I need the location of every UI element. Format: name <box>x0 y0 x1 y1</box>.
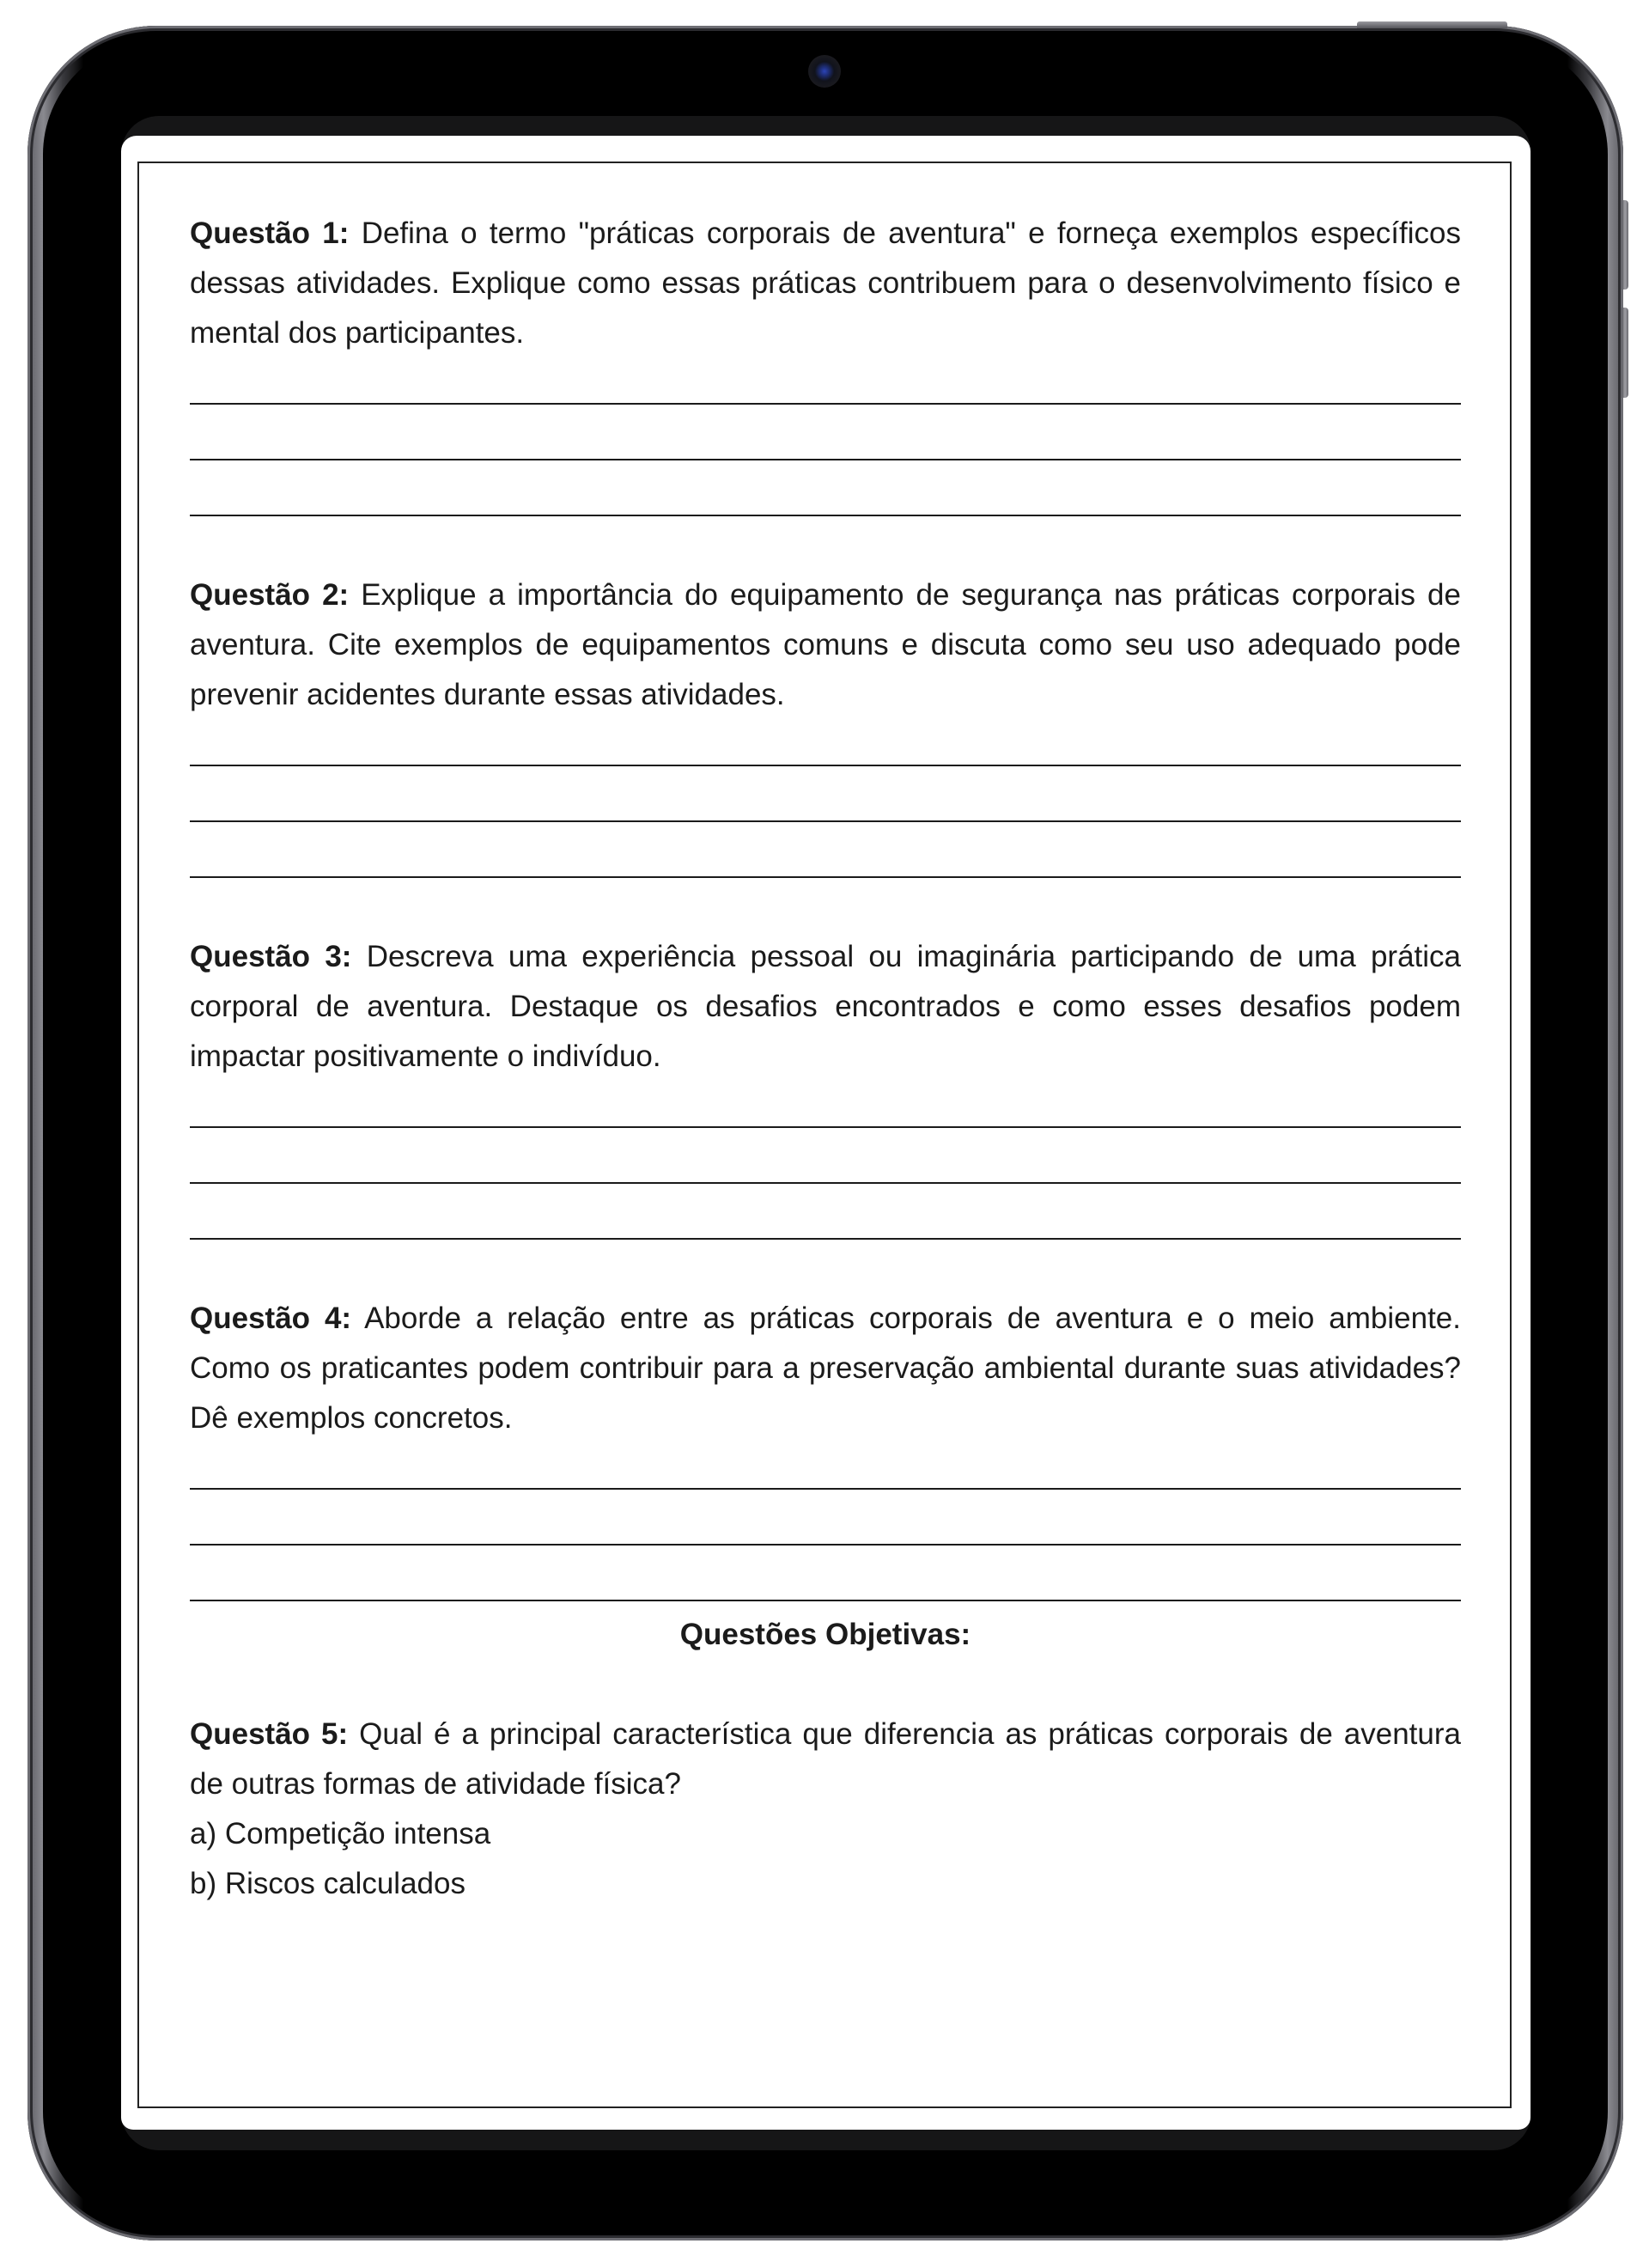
question-block-4 <box>190 1294 1461 1601</box>
question-body: Descreva uma experiência pessoal ou imaginária participando de uma prática corporal de aventura. Destaque os desafios encontrados e como esses desafios podem impactar positivamente o indivíduo. <box>190 940 1462 1073</box>
answer-lines <box>190 403 1461 516</box>
volume-up-button <box>1622 200 1628 290</box>
question-label: Questão 4: <box>190 1302 352 1335</box>
tablet-screen[interactable] <box>121 136 1530 2130</box>
answer-line[interactable] <box>190 1182 1461 1184</box>
front-camera-icon <box>808 55 841 88</box>
answer-line[interactable] <box>190 515 1461 516</box>
question-text <box>190 932 1461 1082</box>
objective-question-5 <box>190 1710 1461 1909</box>
question-label: Questão 1: <box>190 216 350 250</box>
answer-line[interactable] <box>190 1488 1461 1490</box>
top-power-button <box>1357 21 1507 28</box>
question-text <box>190 1294 1461 1443</box>
question-body: Defina o termo "práticas corporais de aventura" e forneça exemplos específicos dessas atividades. Explique como essas práticas contribuem para o desenvolvimento físico e mental dos participantes. <box>190 216 1461 350</box>
answer-line[interactable] <box>190 1544 1461 1546</box>
question-block-2 <box>190 570 1461 878</box>
question-block-3 <box>190 932 1461 1240</box>
answer-line[interactable] <box>190 876 1461 878</box>
answer-lines <box>190 765 1461 878</box>
question-text <box>190 1710 1461 1809</box>
question-text <box>190 570 1461 720</box>
question-body: Aborde a relação entre as práticas corporais de aventura e o meio ambiente. Como os praticantes podem contribuir para a preservação ambiental durante suas atividades? Dê exemplos concretos. <box>190 1302 1461 1435</box>
question-body: Explique a importância do equipamento de segurança nas práticas corporais de aventura. Cite exemplos de equipamentos comuns e discuta como seu uso adequado pode prevenir acidentes durante essas atividades. <box>190 578 1461 711</box>
answer-line[interactable] <box>190 765 1461 766</box>
answer-lines <box>190 1126 1461 1240</box>
answer-line[interactable] <box>190 403 1461 405</box>
answer-line[interactable] <box>190 1600 1461 1601</box>
question-label: Questão 3: <box>190 940 352 973</box>
question-text <box>190 209 1461 358</box>
option-b[interactable]: b) Riscos calculados <box>190 1867 465 1900</box>
volume-down-button <box>1622 308 1628 398</box>
answer-line[interactable] <box>190 1238 1461 1240</box>
answer-lines <box>190 1488 1461 1601</box>
document-content <box>190 209 1461 1909</box>
answer-line[interactable] <box>190 820 1461 822</box>
question-label: Questão 2: <box>190 578 350 612</box>
question-body: Qual é a principal característica que diferencia as práticas corporais de aventura de outras formas de atividade física? <box>190 1717 1461 1801</box>
answer-line[interactable] <box>190 459 1461 460</box>
question-label: Questão 5: <box>190 1717 349 1751</box>
option-a[interactable]: a) Competição intensa <box>190 1817 491 1850</box>
answer-line[interactable] <box>190 1126 1461 1128</box>
question-block-1 <box>190 209 1461 516</box>
objective-section-title: Questões Objetivas: <box>679 1618 971 1651</box>
